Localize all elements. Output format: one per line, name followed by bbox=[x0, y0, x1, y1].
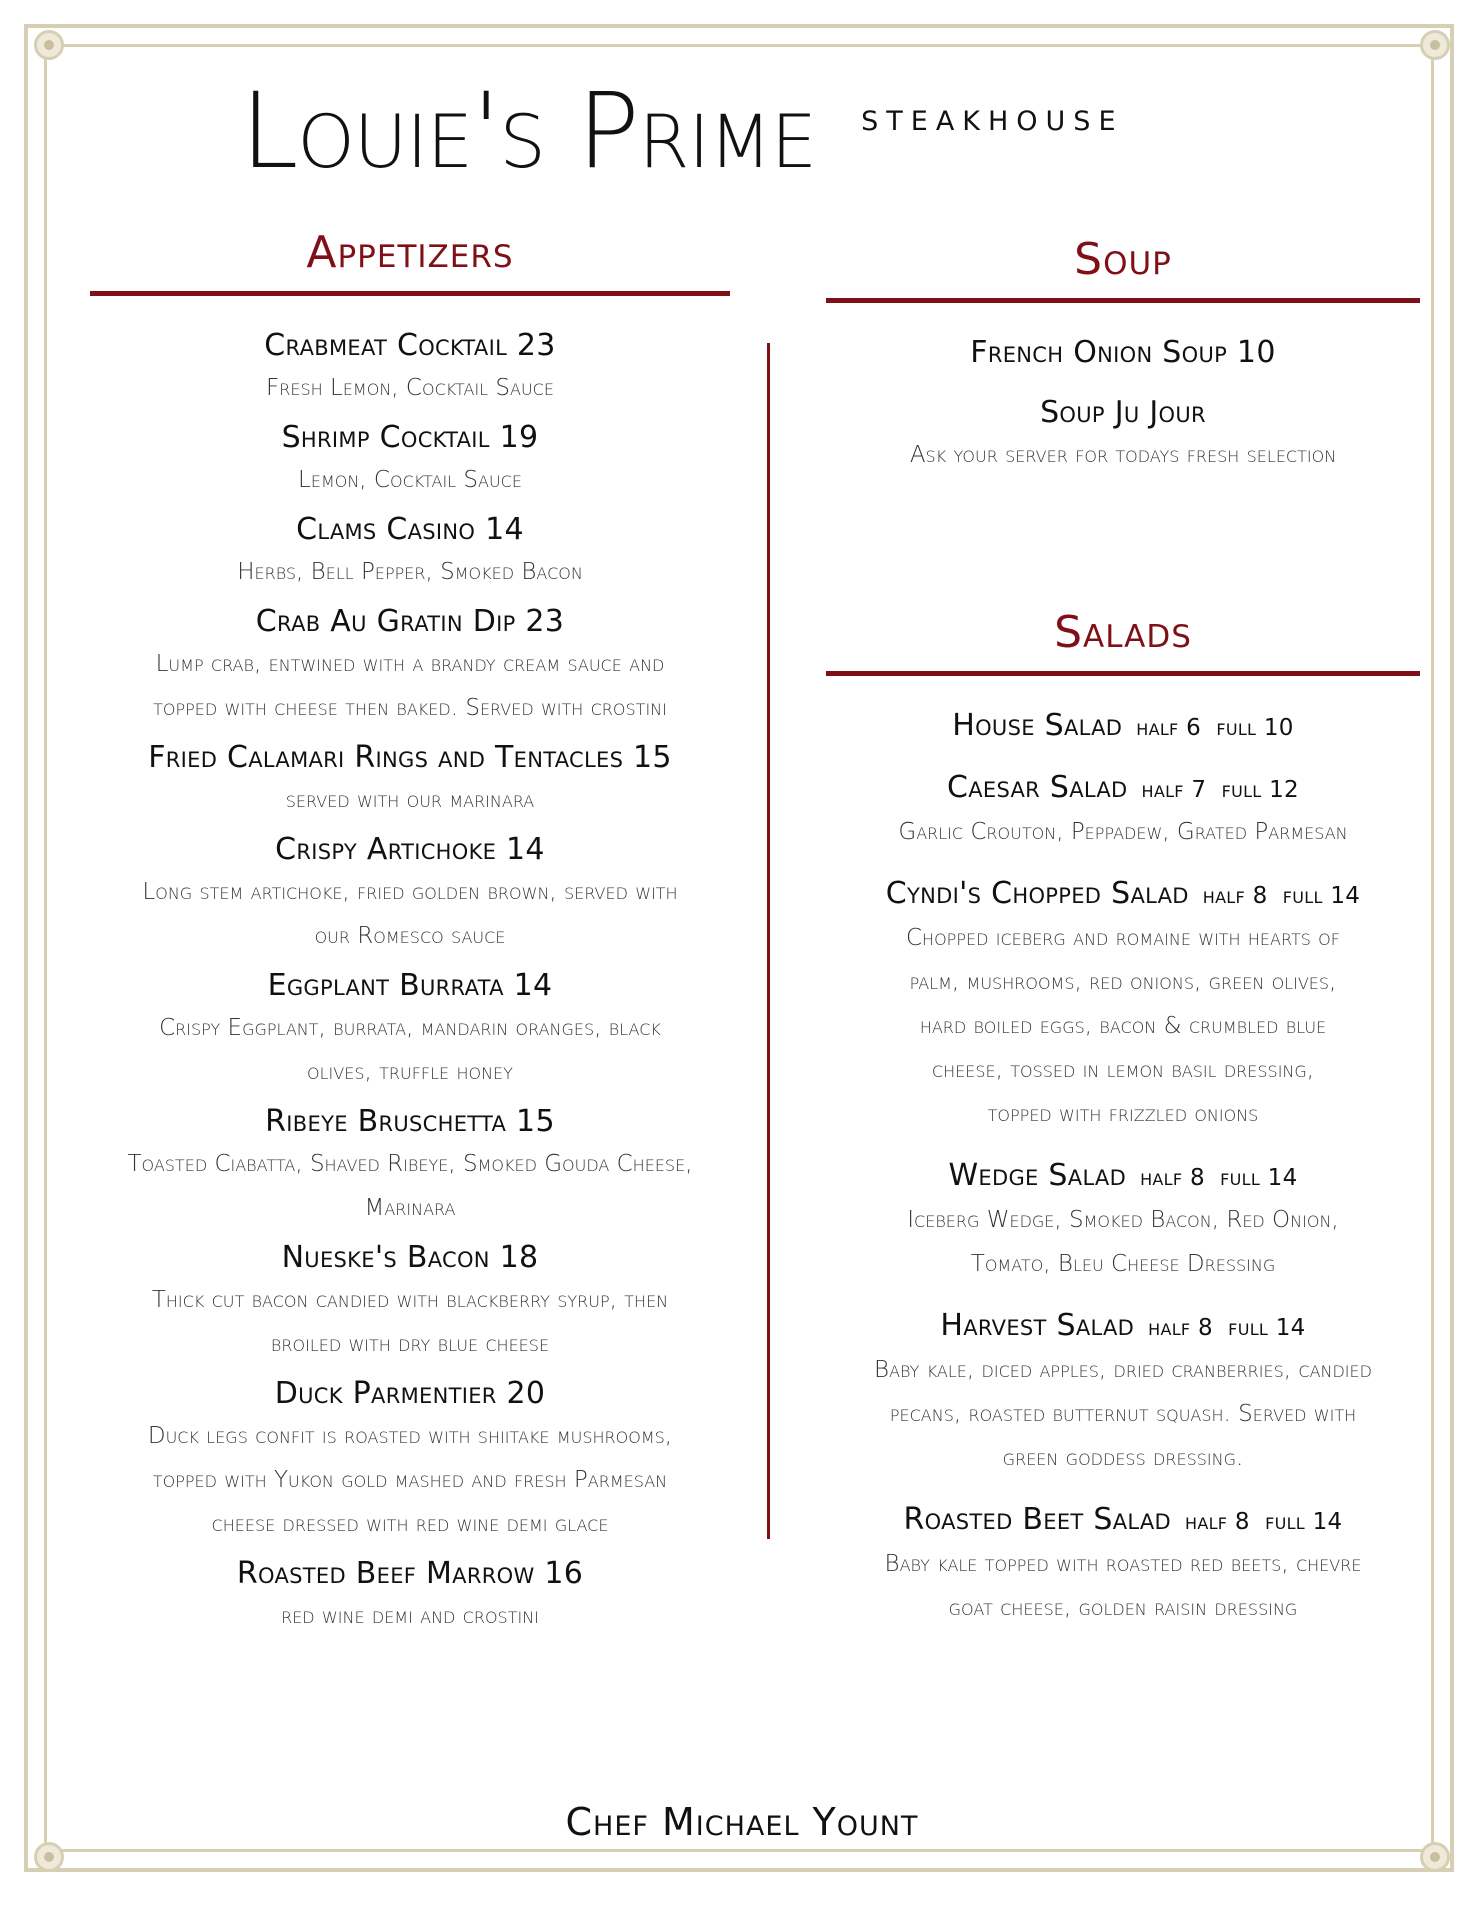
menu-item-name bbox=[826, 1500, 1420, 1542]
menu-item-description: hard boiled eggs, bacon & crumbled blue bbox=[919, 1013, 1327, 1039]
menu-item-name bbox=[826, 1156, 1420, 1198]
menu-item-description: Lump crab, entwined with a brandy cream sauce and bbox=[155, 651, 665, 677]
menu-item-name bbox=[90, 326, 730, 366]
menu-item bbox=[826, 333, 1420, 373]
menu-item-description: cheese dressed with red wine demi glace bbox=[211, 1511, 609, 1537]
salads-title: Salads bbox=[1054, 607, 1192, 658]
menu-item bbox=[90, 1102, 730, 1230]
menu-item bbox=[826, 1156, 1420, 1286]
column-divider bbox=[767, 343, 770, 1539]
menu-item-name bbox=[90, 1374, 730, 1414]
menu-item-title: Soup Ju Jour bbox=[1040, 395, 1206, 430]
menu-item-name bbox=[90, 602, 730, 642]
menu-item bbox=[90, 326, 730, 410]
menu-item-description: Crispy Eggplant, burrata, mandarin oranges, black bbox=[159, 1015, 661, 1041]
menu-item-title: Nueske's Bacon 18 bbox=[281, 1240, 539, 1275]
menu-item-description: Thick cut bacon candied with blackberry syrup, then bbox=[151, 1287, 669, 1313]
menu-item-description: Baby kale, diced apples, dried cranberries, candied bbox=[874, 1357, 1372, 1383]
soup-title: Soup bbox=[1074, 234, 1172, 285]
menu-item-name bbox=[90, 418, 730, 458]
menu-item-description: served with our marinara bbox=[285, 787, 535, 813]
section-rule bbox=[826, 298, 1420, 303]
menu-item bbox=[826, 768, 1420, 854]
menu-item-title: French Onion Soup 10 bbox=[970, 335, 1276, 370]
soup-list bbox=[826, 333, 1420, 477]
menu-item-description: Iceberg Wedge, Smoked Bacon, Red Onion, bbox=[907, 1207, 1339, 1233]
soup-section bbox=[826, 232, 1420, 497]
menu-header bbox=[0, 70, 1484, 192]
menu-item-description: Duck legs confit is roasted with shiitake mushrooms, bbox=[147, 1423, 673, 1449]
restaurant-name: Louie's Prime bbox=[240, 70, 817, 192]
menu-item-name bbox=[826, 333, 1420, 373]
menu-item-title: Cyndi's Chopped Salad bbox=[885, 876, 1189, 911]
menu-item-title: Clams Casino 14 bbox=[296, 512, 524, 547]
appetizers-list bbox=[90, 326, 730, 1638]
menu-item-description: palm, mushrooms, red onions, green olives, bbox=[909, 969, 1337, 995]
menu-item-description: Ask your server for todays fresh selection bbox=[909, 442, 1337, 468]
menu-item bbox=[90, 1374, 730, 1546]
menu-item-description: green goddess dressing. bbox=[1002, 1445, 1244, 1471]
menu-item bbox=[90, 510, 730, 594]
menu-item-price: half 8 full 14 bbox=[1140, 1165, 1298, 1191]
menu-item-description: broiled with dry blue cheese bbox=[270, 1331, 550, 1357]
menu-item bbox=[826, 1306, 1420, 1480]
section-rule bbox=[826, 671, 1420, 676]
menu-item-title: Roasted Beet Salad bbox=[903, 1502, 1172, 1537]
menu-item bbox=[826, 706, 1420, 748]
menu-item-title: Caesar Salad bbox=[946, 770, 1128, 805]
menu-item bbox=[826, 1500, 1420, 1630]
menu-item-description: Toasted Ciabatta, Shaved Ribeye, Smoked Gouda Cheese, bbox=[127, 1151, 693, 1177]
menu-item-description: Fresh Lemon, Cocktail Sauce bbox=[266, 375, 554, 401]
menu-item-name bbox=[826, 706, 1420, 748]
menu-item bbox=[90, 1238, 730, 1366]
menu-item-name bbox=[826, 768, 1420, 810]
menu-item-name bbox=[90, 830, 730, 870]
appetizers-title: Appetizers bbox=[306, 227, 514, 278]
menu-item-title: Wedge Salad bbox=[948, 1158, 1127, 1193]
menu-item-price: half 8 full 14 bbox=[1185, 1509, 1343, 1535]
menu-item bbox=[90, 830, 730, 958]
appetizers-section bbox=[90, 225, 730, 1646]
menu-item bbox=[90, 418, 730, 502]
menu-item-description: Marinara bbox=[364, 1195, 456, 1221]
corner-ornament-icon bbox=[34, 30, 64, 60]
section-rule bbox=[90, 291, 730, 296]
menu-item-description: Garlic Crouton, Peppadew, Grated Parmesan bbox=[898, 819, 1348, 845]
menu-item-name bbox=[90, 966, 730, 1006]
menu-item-title: Shrimp Cocktail 19 bbox=[281, 420, 539, 455]
menu-item bbox=[90, 738, 730, 822]
restaurant-subtitle: STEAKHOUSE bbox=[861, 105, 1124, 137]
menu-item-name bbox=[90, 1102, 730, 1142]
menu-item-price: half 6 full 10 bbox=[1136, 715, 1294, 741]
menu-item-price: half 8 full 14 bbox=[1148, 1315, 1306, 1341]
menu-item-name bbox=[90, 738, 730, 778]
menu-item-title: Harvest Salad bbox=[940, 1308, 1135, 1343]
menu-item-price: half 7 full 12 bbox=[1141, 777, 1299, 803]
menu-item-description: cheese, tossed in lemon basil dressing, bbox=[931, 1057, 1315, 1083]
menu-item-title: House Salad bbox=[952, 708, 1123, 743]
menu-item bbox=[826, 874, 1420, 1136]
menu-item-price: half 8 full 14 bbox=[1202, 883, 1361, 909]
corner-ornament-icon bbox=[1420, 30, 1450, 60]
menu-item-description: pecans, roasted butternut squash. Served with bbox=[889, 1401, 1357, 1427]
menu-item-description: topped with cheese then baked. Served with crostini bbox=[153, 695, 667, 721]
menu-item-description: olives, truffle honey bbox=[307, 1059, 513, 1085]
menu-item-description: our Romesco sauce bbox=[314, 923, 506, 949]
menu-item-title: Ribeye Bruschetta 15 bbox=[265, 1104, 555, 1139]
menu-item-title: Crispy Artichoke 14 bbox=[275, 832, 545, 867]
menu-item-title: Eggplant Burrata 14 bbox=[267, 968, 553, 1003]
menu-item bbox=[90, 1554, 730, 1638]
menu-item-name bbox=[90, 1554, 730, 1594]
menu-item bbox=[90, 602, 730, 730]
menu-item-title: Roasted Beef Marrow 16 bbox=[236, 1556, 584, 1591]
corner-ornament-icon bbox=[34, 1842, 64, 1872]
menu-item-name bbox=[90, 1238, 730, 1278]
menu-item-description: topped with frizzled onions bbox=[987, 1101, 1259, 1127]
menu-item bbox=[90, 966, 730, 1094]
menu-item-description: Baby kale topped with roasted red beets, chevre bbox=[884, 1551, 1362, 1577]
menu-item-title: Fried Calamari Rings and Tentacles 15 bbox=[148, 740, 672, 775]
menu-item-description: Lemon, Cocktail Sauce bbox=[298, 467, 522, 493]
menu-item-description: goat cheese, golden raisin dressing bbox=[948, 1595, 1298, 1621]
salads-section bbox=[826, 605, 1420, 1650]
salads-list bbox=[826, 706, 1420, 1630]
menu-item-description: topped with Yukon gold mashed and fresh Parmesan bbox=[152, 1467, 668, 1493]
menu-item-description: Tomato, Bleu Cheese Dressing bbox=[970, 1251, 1276, 1277]
menu-item-name bbox=[90, 510, 730, 550]
chef-credit: Chef Michael Yount bbox=[565, 1800, 919, 1844]
menu-item-name bbox=[826, 874, 1420, 916]
menu-item-description: Long stem artichoke, fried golden brown, served with bbox=[142, 879, 678, 905]
corner-ornament-icon bbox=[1420, 1842, 1450, 1872]
menu-item-title: Crab Au Gratin Dip 23 bbox=[255, 604, 565, 639]
menu-item-description: Chopped iceberg and romaine with hearts of bbox=[906, 925, 1340, 951]
menu-item bbox=[826, 393, 1420, 477]
menu-item-name bbox=[826, 1306, 1420, 1348]
menu-item-description: red wine demi and crostini bbox=[281, 1603, 539, 1629]
menu-item-name bbox=[826, 393, 1420, 433]
menu-item-description: Herbs, Bell Pepper, Smoked Bacon bbox=[237, 559, 583, 585]
menu-item-title: Crabmeat Cocktail 23 bbox=[264, 328, 556, 363]
menu-item-title: Duck Parmentier 20 bbox=[274, 1376, 546, 1411]
